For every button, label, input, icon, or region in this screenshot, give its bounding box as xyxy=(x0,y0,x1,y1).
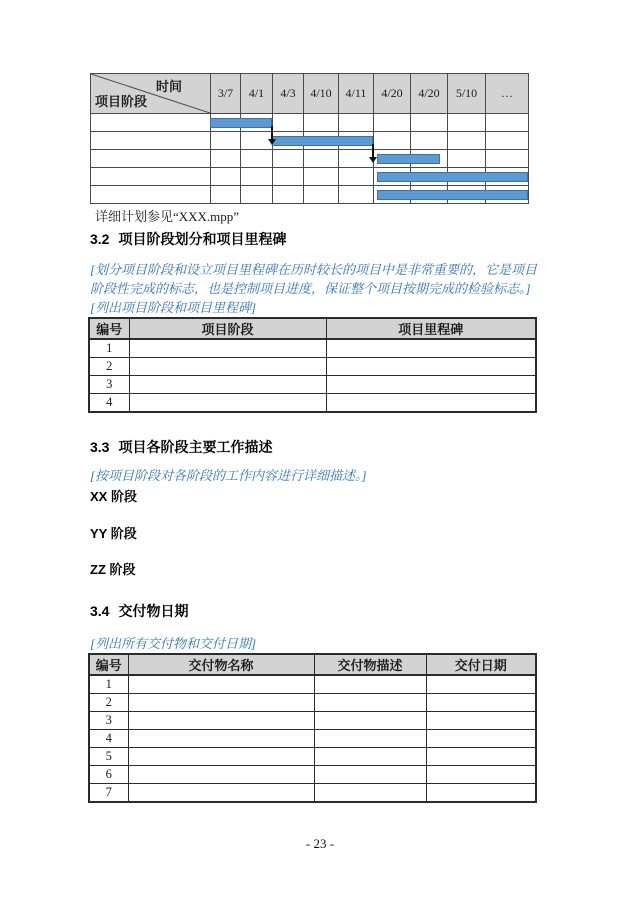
row-number-cell: 3 xyxy=(89,376,129,394)
section-number: 3.3 xyxy=(90,439,110,455)
section-title: 交付物日期 xyxy=(118,603,189,619)
gantt-cell xyxy=(411,168,448,186)
row-number-cell: 1 xyxy=(89,675,128,694)
empty-cell xyxy=(129,376,326,394)
table-header-row xyxy=(89,654,536,675)
gantt-corner-time-label: 时间 xyxy=(155,79,182,94)
empty-cell xyxy=(426,784,536,803)
empty-cell xyxy=(314,694,426,712)
gantt-cell xyxy=(339,150,374,168)
empty-cell xyxy=(314,675,426,694)
gantt-cell xyxy=(273,114,304,132)
gantt-date-header: 4/3 xyxy=(273,74,304,114)
gantt-cell xyxy=(241,186,273,204)
empty-cell xyxy=(326,394,536,413)
gantt-cell xyxy=(339,186,374,204)
empty-cell xyxy=(128,712,314,730)
gantt-header-row xyxy=(91,74,529,114)
empty-cell xyxy=(314,712,426,730)
empty-cell xyxy=(426,748,536,766)
section-heading-3-2 xyxy=(90,229,286,249)
column-header: 交付日期 xyxy=(426,654,536,675)
empty-cell xyxy=(314,730,426,748)
gantt-cell xyxy=(211,114,241,132)
empty-cell xyxy=(326,339,536,358)
gantt-cell xyxy=(486,168,529,186)
gantt-cell xyxy=(273,186,304,204)
gantt-cell xyxy=(411,150,448,168)
empty-cell xyxy=(426,712,536,730)
gantt-chart xyxy=(90,73,528,205)
gantt-cell xyxy=(91,168,211,186)
gantt-cell xyxy=(211,150,241,168)
gantt-row xyxy=(91,186,529,204)
milestones-table xyxy=(88,317,537,413)
empty-cell xyxy=(326,358,536,376)
guide-text: [划分项目阶段和设立项目里程碑在历时较长的项目中是非常重要的，它是项目阶段性完成的标志，也是控制项目进度，保证整个项目按期完成的检验标志。] xyxy=(90,262,538,296)
gantt-cell xyxy=(411,132,448,150)
page-number: - 23 - xyxy=(305,836,335,851)
empty-cell xyxy=(314,748,426,766)
gantt-cell xyxy=(241,132,273,150)
table-row xyxy=(89,394,536,413)
table-row xyxy=(89,712,536,730)
deliverables-table xyxy=(88,653,537,803)
empty-cell xyxy=(129,339,326,358)
table-row xyxy=(89,339,536,358)
section-title: 项目阶段划分和项目里程碑 xyxy=(118,231,287,247)
table-row xyxy=(89,766,536,784)
gantt-table xyxy=(90,73,529,204)
gantt-cell xyxy=(273,150,304,168)
table-row xyxy=(89,358,536,376)
gantt-row xyxy=(91,150,529,168)
gantt-note: 详细计划参见“XXX.mpp” xyxy=(95,209,240,224)
gantt-cell xyxy=(374,150,411,168)
gantt-cell xyxy=(211,186,241,204)
row-number-cell: 5 xyxy=(89,748,128,766)
gantt-cell xyxy=(448,132,486,150)
gantt-cell xyxy=(304,150,339,168)
phase-label-zz: ZZ 阶段 xyxy=(90,562,136,577)
gantt-date-header: 4/20 xyxy=(411,74,448,114)
gantt-cell xyxy=(273,132,304,150)
gantt-cell xyxy=(486,150,529,168)
guide-text-3-3: [按项目阶段对各阶段的工作内容进行详细描述。] xyxy=(90,468,367,483)
column-header: 编号 xyxy=(89,654,128,675)
gantt-cell xyxy=(448,168,486,186)
table-header-row xyxy=(89,318,536,339)
empty-cell xyxy=(128,784,314,803)
guide-text-3-4: [列出所有交付物和交付日期] xyxy=(90,636,257,651)
empty-cell xyxy=(128,766,314,784)
gantt-cell xyxy=(486,114,529,132)
table-row xyxy=(89,694,536,712)
gantt-cell xyxy=(241,150,273,168)
gantt-cell xyxy=(91,150,211,168)
gantt-cell xyxy=(339,132,374,150)
gantt-cell xyxy=(91,186,211,204)
gantt-cell xyxy=(448,150,486,168)
section-number: 3.4 xyxy=(90,603,110,619)
gantt-date-header: 3/7 xyxy=(211,74,241,114)
row-number-cell: 4 xyxy=(89,730,128,748)
gantt-date-header: … xyxy=(486,74,529,114)
empty-cell xyxy=(128,730,314,748)
gantt-cell xyxy=(411,114,448,132)
section-heading-3-4 xyxy=(90,601,188,621)
empty-cell xyxy=(426,730,536,748)
gantt-cell xyxy=(486,186,529,204)
empty-cell xyxy=(128,748,314,766)
gantt-date-header: 4/1 xyxy=(241,74,273,114)
empty-cell xyxy=(314,766,426,784)
data-table xyxy=(88,653,537,803)
gantt-cell xyxy=(374,186,411,204)
gantt-cell xyxy=(273,168,304,186)
empty-cell xyxy=(314,784,426,803)
row-number-cell: 6 xyxy=(89,766,128,784)
gantt-cell xyxy=(304,168,339,186)
table-row xyxy=(89,784,536,803)
row-number-cell: 1 xyxy=(89,339,129,358)
column-header: 编号 xyxy=(89,318,129,339)
data-table xyxy=(88,317,537,413)
table-row xyxy=(89,748,536,766)
gantt-cell xyxy=(411,186,448,204)
row-number-cell: 2 xyxy=(89,694,128,712)
gantt-cell xyxy=(91,132,211,150)
empty-cell xyxy=(128,675,314,694)
gantt-cell xyxy=(486,132,529,150)
gantt-cell xyxy=(241,114,273,132)
gantt-date-header: 4/20 xyxy=(374,74,411,114)
empty-cell xyxy=(426,766,536,784)
gantt-row xyxy=(91,168,529,186)
gantt-cell xyxy=(211,132,241,150)
gantt-cell xyxy=(304,186,339,204)
gantt-cell xyxy=(91,114,211,132)
gantt-date-header: 4/10 xyxy=(304,74,339,114)
gantt-corner-phase-label: 项目阶段 xyxy=(95,94,148,109)
gantt-cell xyxy=(339,114,374,132)
guide-text-block-3-2 xyxy=(90,260,544,317)
empty-cell xyxy=(326,376,536,394)
gantt-date-header: 4/11 xyxy=(339,74,374,114)
table-row xyxy=(89,376,536,394)
gantt-cell xyxy=(448,186,486,204)
gantt-cell xyxy=(304,132,339,150)
row-number-cell: 3 xyxy=(89,712,128,730)
empty-cell xyxy=(426,675,536,694)
section-title: 项目各阶段主要工作描述 xyxy=(118,439,273,455)
gantt-date-header: 5/10 xyxy=(448,74,486,114)
gantt-cell xyxy=(374,114,411,132)
table-row xyxy=(89,675,536,694)
gantt-row xyxy=(91,132,529,150)
gantt-cell xyxy=(374,168,411,186)
phase-label-xx: XX 阶段 xyxy=(90,489,137,504)
gantt-corner-cell xyxy=(91,74,211,114)
row-number-cell: 7 xyxy=(89,784,128,803)
section-number: 3.2 xyxy=(90,231,110,247)
row-number-cell: 2 xyxy=(89,358,129,376)
section-heading-3-3 xyxy=(90,437,272,457)
column-header: 交付物名称 xyxy=(128,654,314,675)
column-header: 项目阶段 xyxy=(129,318,326,339)
gantt-cell xyxy=(241,168,273,186)
column-header: 交付物描述 xyxy=(314,654,426,675)
gantt-cell xyxy=(374,132,411,150)
row-number-cell: 4 xyxy=(89,394,129,413)
gantt-cell xyxy=(304,114,339,132)
empty-cell xyxy=(128,694,314,712)
empty-cell xyxy=(129,358,326,376)
table-row xyxy=(89,730,536,748)
gantt-row xyxy=(91,114,529,132)
empty-cell xyxy=(129,394,326,413)
column-header: 项目里程碑 xyxy=(326,318,536,339)
gantt-cell xyxy=(448,114,486,132)
guide-text: [列出项目阶段和项目里程碑] xyxy=(90,300,257,315)
phase-label-yy: YY 阶段 xyxy=(90,526,137,541)
empty-cell xyxy=(426,694,536,712)
gantt-cell xyxy=(211,168,241,186)
gantt-cell xyxy=(339,168,374,186)
